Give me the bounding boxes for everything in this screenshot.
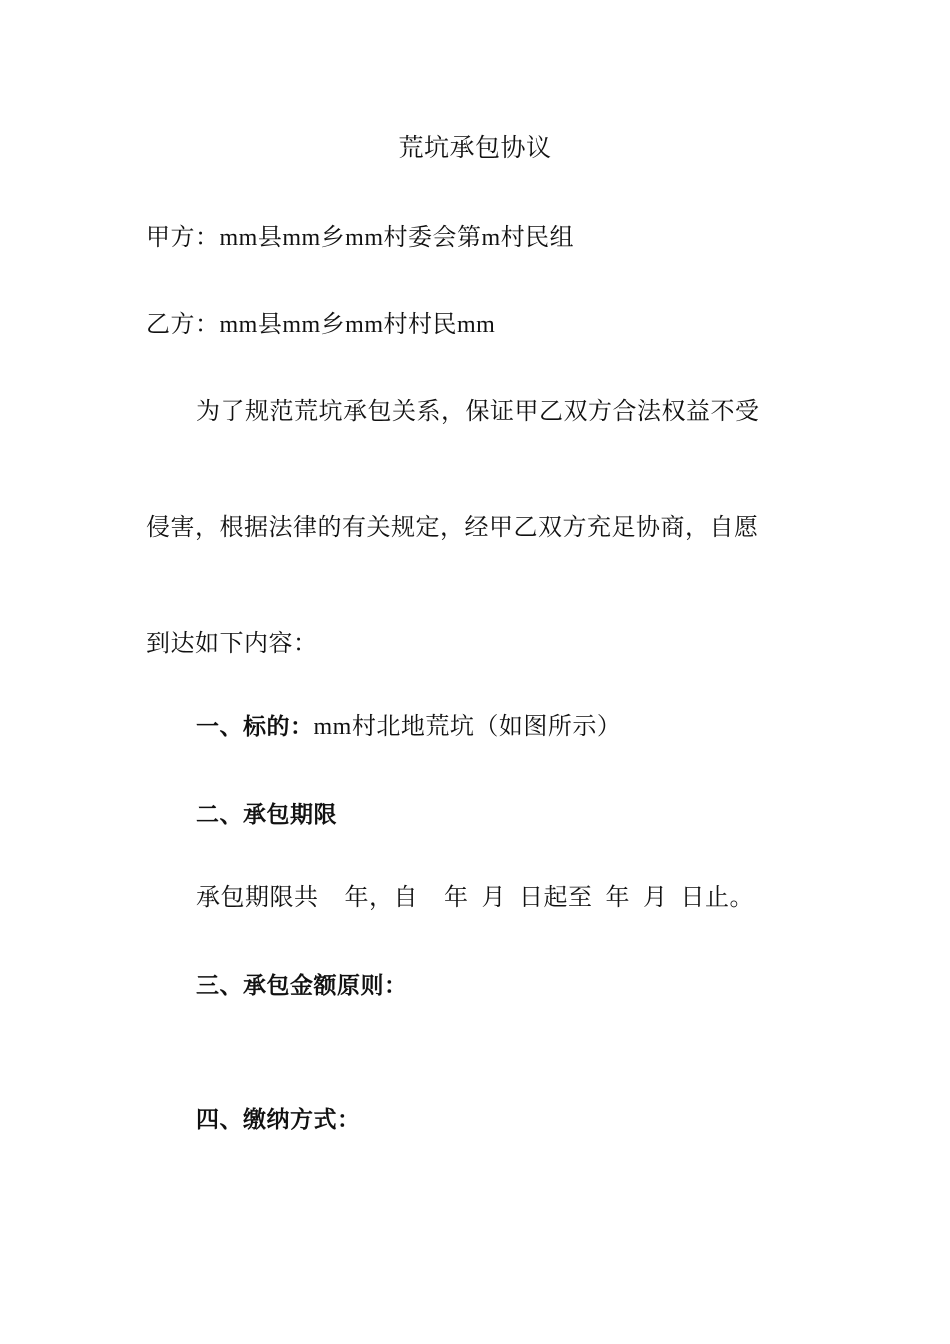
section-3-heading: 三、承包金额原则： — [196, 973, 408, 999]
section-2-heading: 二、承包期限 — [196, 802, 337, 828]
document-title: 荒坑承包协议 — [398, 135, 552, 162]
section-1-heading: 一、标的： — [196, 714, 314, 740]
intro-line-1: 为了规范荒坑承包关系，保证甲乙双方合法权益不受 — [196, 399, 760, 425]
section-1 — [196, 711, 621, 743]
section-2-text: 承包期限共 年，自 年 月 日起至 年 月 日止。 — [196, 885, 754, 911]
section-4-heading: 四、缴纳方式： — [196, 1107, 361, 1133]
party-b: 乙方：mm县mm乡mm村村民mm — [146, 312, 496, 338]
intro-line-2: 侵害，根据法律的有关规定，经甲乙双方充足协商，自愿 — [146, 515, 759, 541]
party-a: 甲方：mm县mm乡mm村委会第m村民组 — [146, 225, 575, 251]
intro-line-3: 到达如下内容： — [146, 631, 318, 657]
section-1-text: mm村北地荒坑（如图所示） — [313, 714, 622, 740]
